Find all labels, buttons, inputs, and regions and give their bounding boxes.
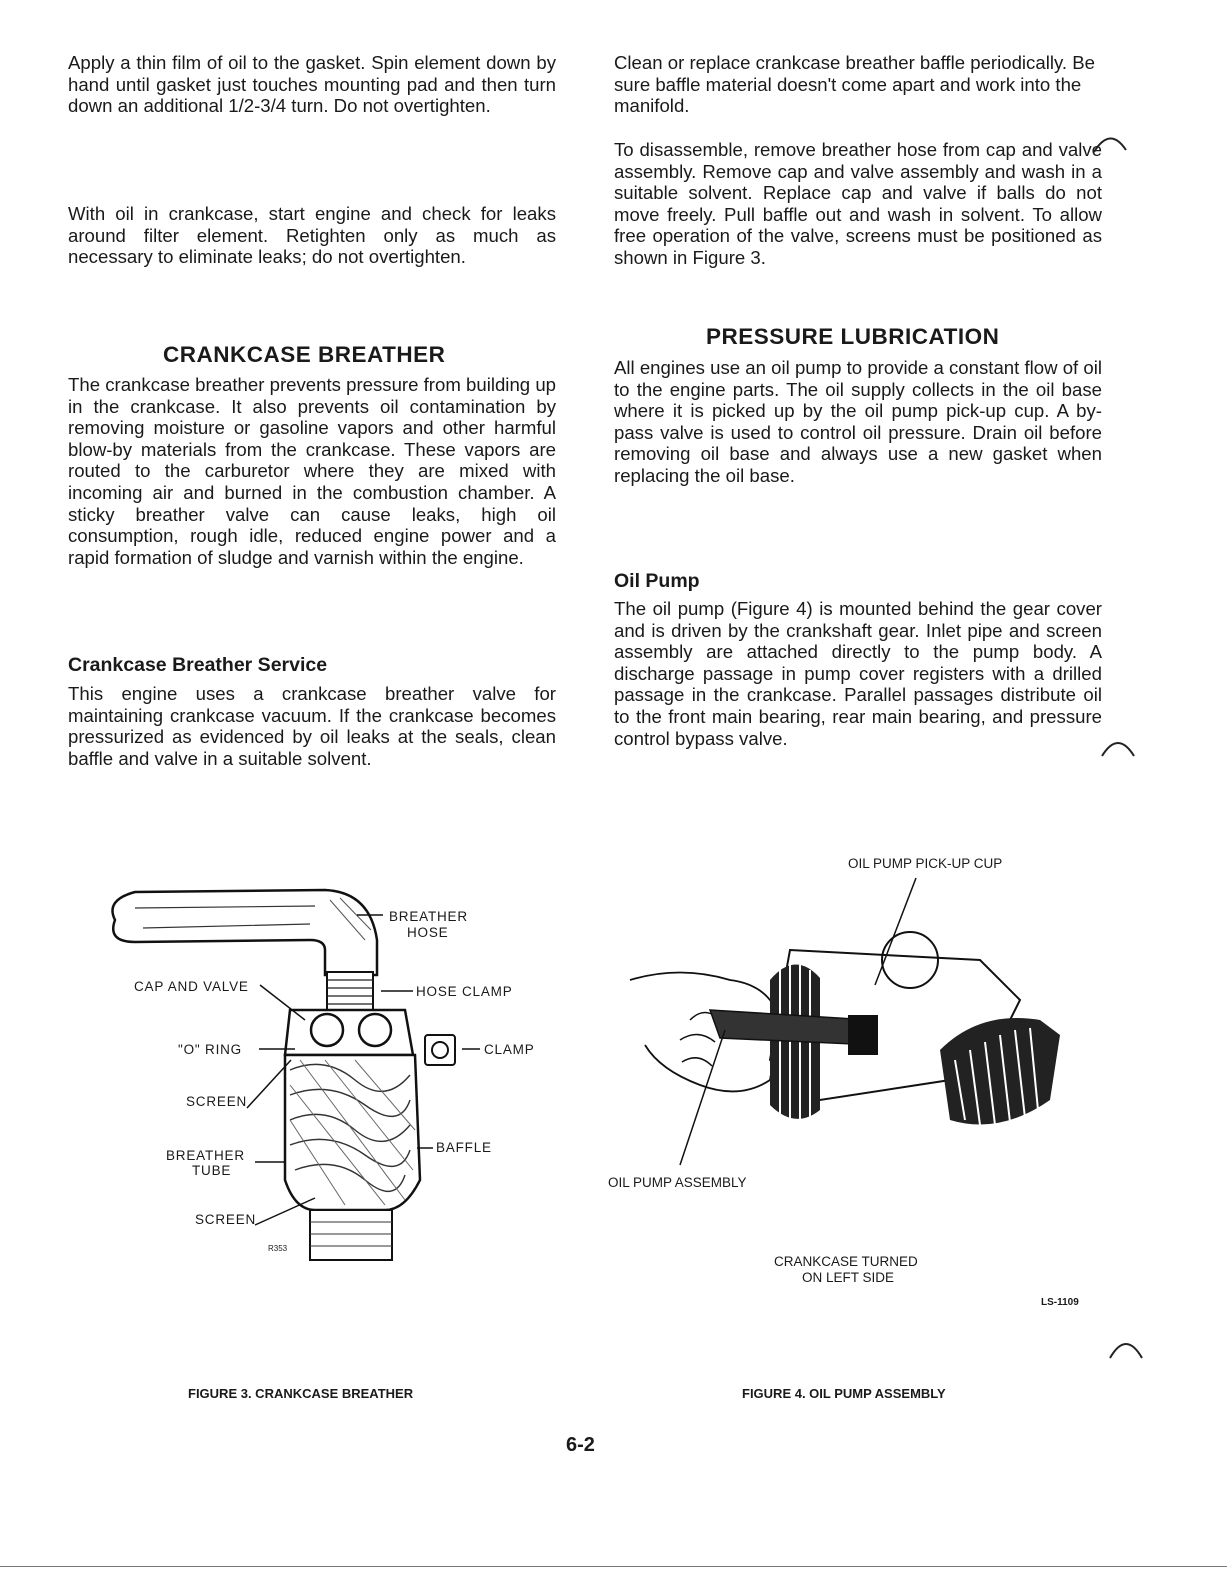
- paragraph-pressure: All engines use an oil pump to provide a constant flow of oil to the engine parts. The oil supply collects in the oil base where it is picked up by the oil pump pick-up cup. A by-pass valve is used to control oil pressure. Drain oil before removing oil base and always use a new gasket when replacing the oil base.: [614, 357, 1102, 486]
- label-oil-pump-pickup-cup: OIL PUMP PICK-UP CUP: [848, 856, 1003, 871]
- left-column-service: [68, 683, 556, 769]
- paragraph-service: This engine uses a crankcase breather valve for maintaining crankcase vacuum. If the crankcase becomes pressurized as evidenced by oil leaks at the seals, clean baffle and valve in a suitable solvent.: [68, 683, 556, 769]
- label-on-left-side: ON LEFT SIDE: [802, 1270, 895, 1285]
- heading-pressure-lubrication: PRESSURE LUBRICATION: [706, 324, 1000, 349]
- label-screen-bottom: SCREEN: [195, 1212, 257, 1227]
- paragraph-leaks: With oil in crankcase, start engine and check for leaks around filter element. Retighten only as much as necessary to eliminate leaks; do not overtighten.: [68, 203, 556, 268]
- scan-mark-top: [1090, 128, 1130, 158]
- label-breather-hose-1: BREATHER: [389, 909, 468, 924]
- heading-oil-pump: Oil Pump: [614, 570, 700, 592]
- figure-4-illustration: [620, 870, 1080, 1160]
- clamp-shape: [425, 1035, 455, 1065]
- caption-figure-4: FIGURE 4. OIL PUMP ASSEMBLY: [742, 1386, 946, 1401]
- label-o-ring: "O" RING: [178, 1042, 242, 1057]
- pickup-cup-shape: [848, 1015, 878, 1055]
- paragraph-breather: The crankcase breather prevents pressure from building up in the crankcase. It also prevents oil contamination by removing moisture or gasoline vapors and other harmful blow-by materials from the crankcase. These vapors are routed to the carburetor where they are mixed with incoming air and burned in the combustion chamber. A sticky breather valve can cause leaks, high oil consumption, rough idle, reduced engine power and a rapid formation of sludge and varnish within the engine.: [68, 374, 556, 568]
- right-column-pressure: [614, 357, 1102, 487]
- label-crankcase-turned: CRANKCASE TURNED: [774, 1254, 918, 1269]
- paragraph-pump: The oil pump (Figure 4) is mounted behind the gear cover and is driven by the crankshaft gear. Inlet pipe and screen assembly are attached directly to the pump body. A discharge passage in pump cover registers with a drilled passage in the crankcase. Parallel passages distribute oil to the front main bearing, rear main bearing, and pressure control bypass valve.: [614, 598, 1102, 749]
- left-column: [68, 52, 556, 117]
- cap-and-valve-shape: [285, 1010, 413, 1055]
- label-figure3-code: R353: [268, 1244, 288, 1253]
- scan-mark-bottom: [1106, 1334, 1146, 1374]
- label-breather-hose-2: HOSE: [407, 925, 449, 940]
- figure-3-illustration: [95, 880, 555, 1280]
- label-clamp: CLAMP: [484, 1042, 535, 1057]
- label-hose-clamp: HOSE CLAMP: [416, 984, 513, 999]
- label-breather-tube-1: BREATHER: [166, 1148, 245, 1163]
- label-screen-top: SCREEN: [186, 1094, 248, 1109]
- label-figure4-code: LS-1109: [1041, 1297, 1079, 1308]
- left-column-breather: [68, 374, 556, 568]
- scan-mark-mid: [1098, 730, 1138, 770]
- caption-figure-3: FIGURE 3. CRANKCASE BREATHER: [188, 1386, 414, 1401]
- heading-crankcase-breather: CRANKCASE BREATHER: [163, 342, 446, 367]
- breather-hose-shape: [113, 890, 378, 975]
- label-cap-and-valve: CAP AND VALVE: [134, 979, 249, 994]
- paragraph-clean: Clean or replace crankcase breather baffle periodically. Be sure baffle material doesn't come apart and work into the manifold.: [614, 52, 1095, 117]
- page-number: 6-2: [566, 1434, 595, 1456]
- label-breather-tube-2: TUBE: [192, 1163, 232, 1178]
- paragraph-disassemble: To disassemble, remove breather hose from cap and valve assembly. Remove cap and valve assembly and wash in a suitable solvent. Replace cap and valve if balls do not move freely. Pull baffle out and wash in solvent. To allow free operation of the valve, screens must be positioned as shown in Figure 3.: [614, 139, 1102, 268]
- outlet-tube-shape: [310, 1210, 392, 1260]
- left-column-leaks: [68, 203, 556, 268]
- right-column-disassemble: [614, 139, 1102, 269]
- right-column-clean: [614, 52, 1102, 117]
- label-baffle: BAFFLE: [436, 1140, 492, 1155]
- right-column-pump: [614, 598, 1102, 749]
- heading-breather-service: Crankcase Breather Service: [68, 654, 328, 676]
- label-oil-pump-assembly: OIL PUMP ASSEMBLY: [608, 1175, 747, 1190]
- paragraph-gasket: Apply a thin film of oil to the gasket. Spin element down by hand until gasket just touches mounting pad and then turn down an additional 1/2-3/4 turn. Do not overtighten.: [68, 52, 556, 117]
- bottom-scan-line: [0, 1566, 1227, 1567]
